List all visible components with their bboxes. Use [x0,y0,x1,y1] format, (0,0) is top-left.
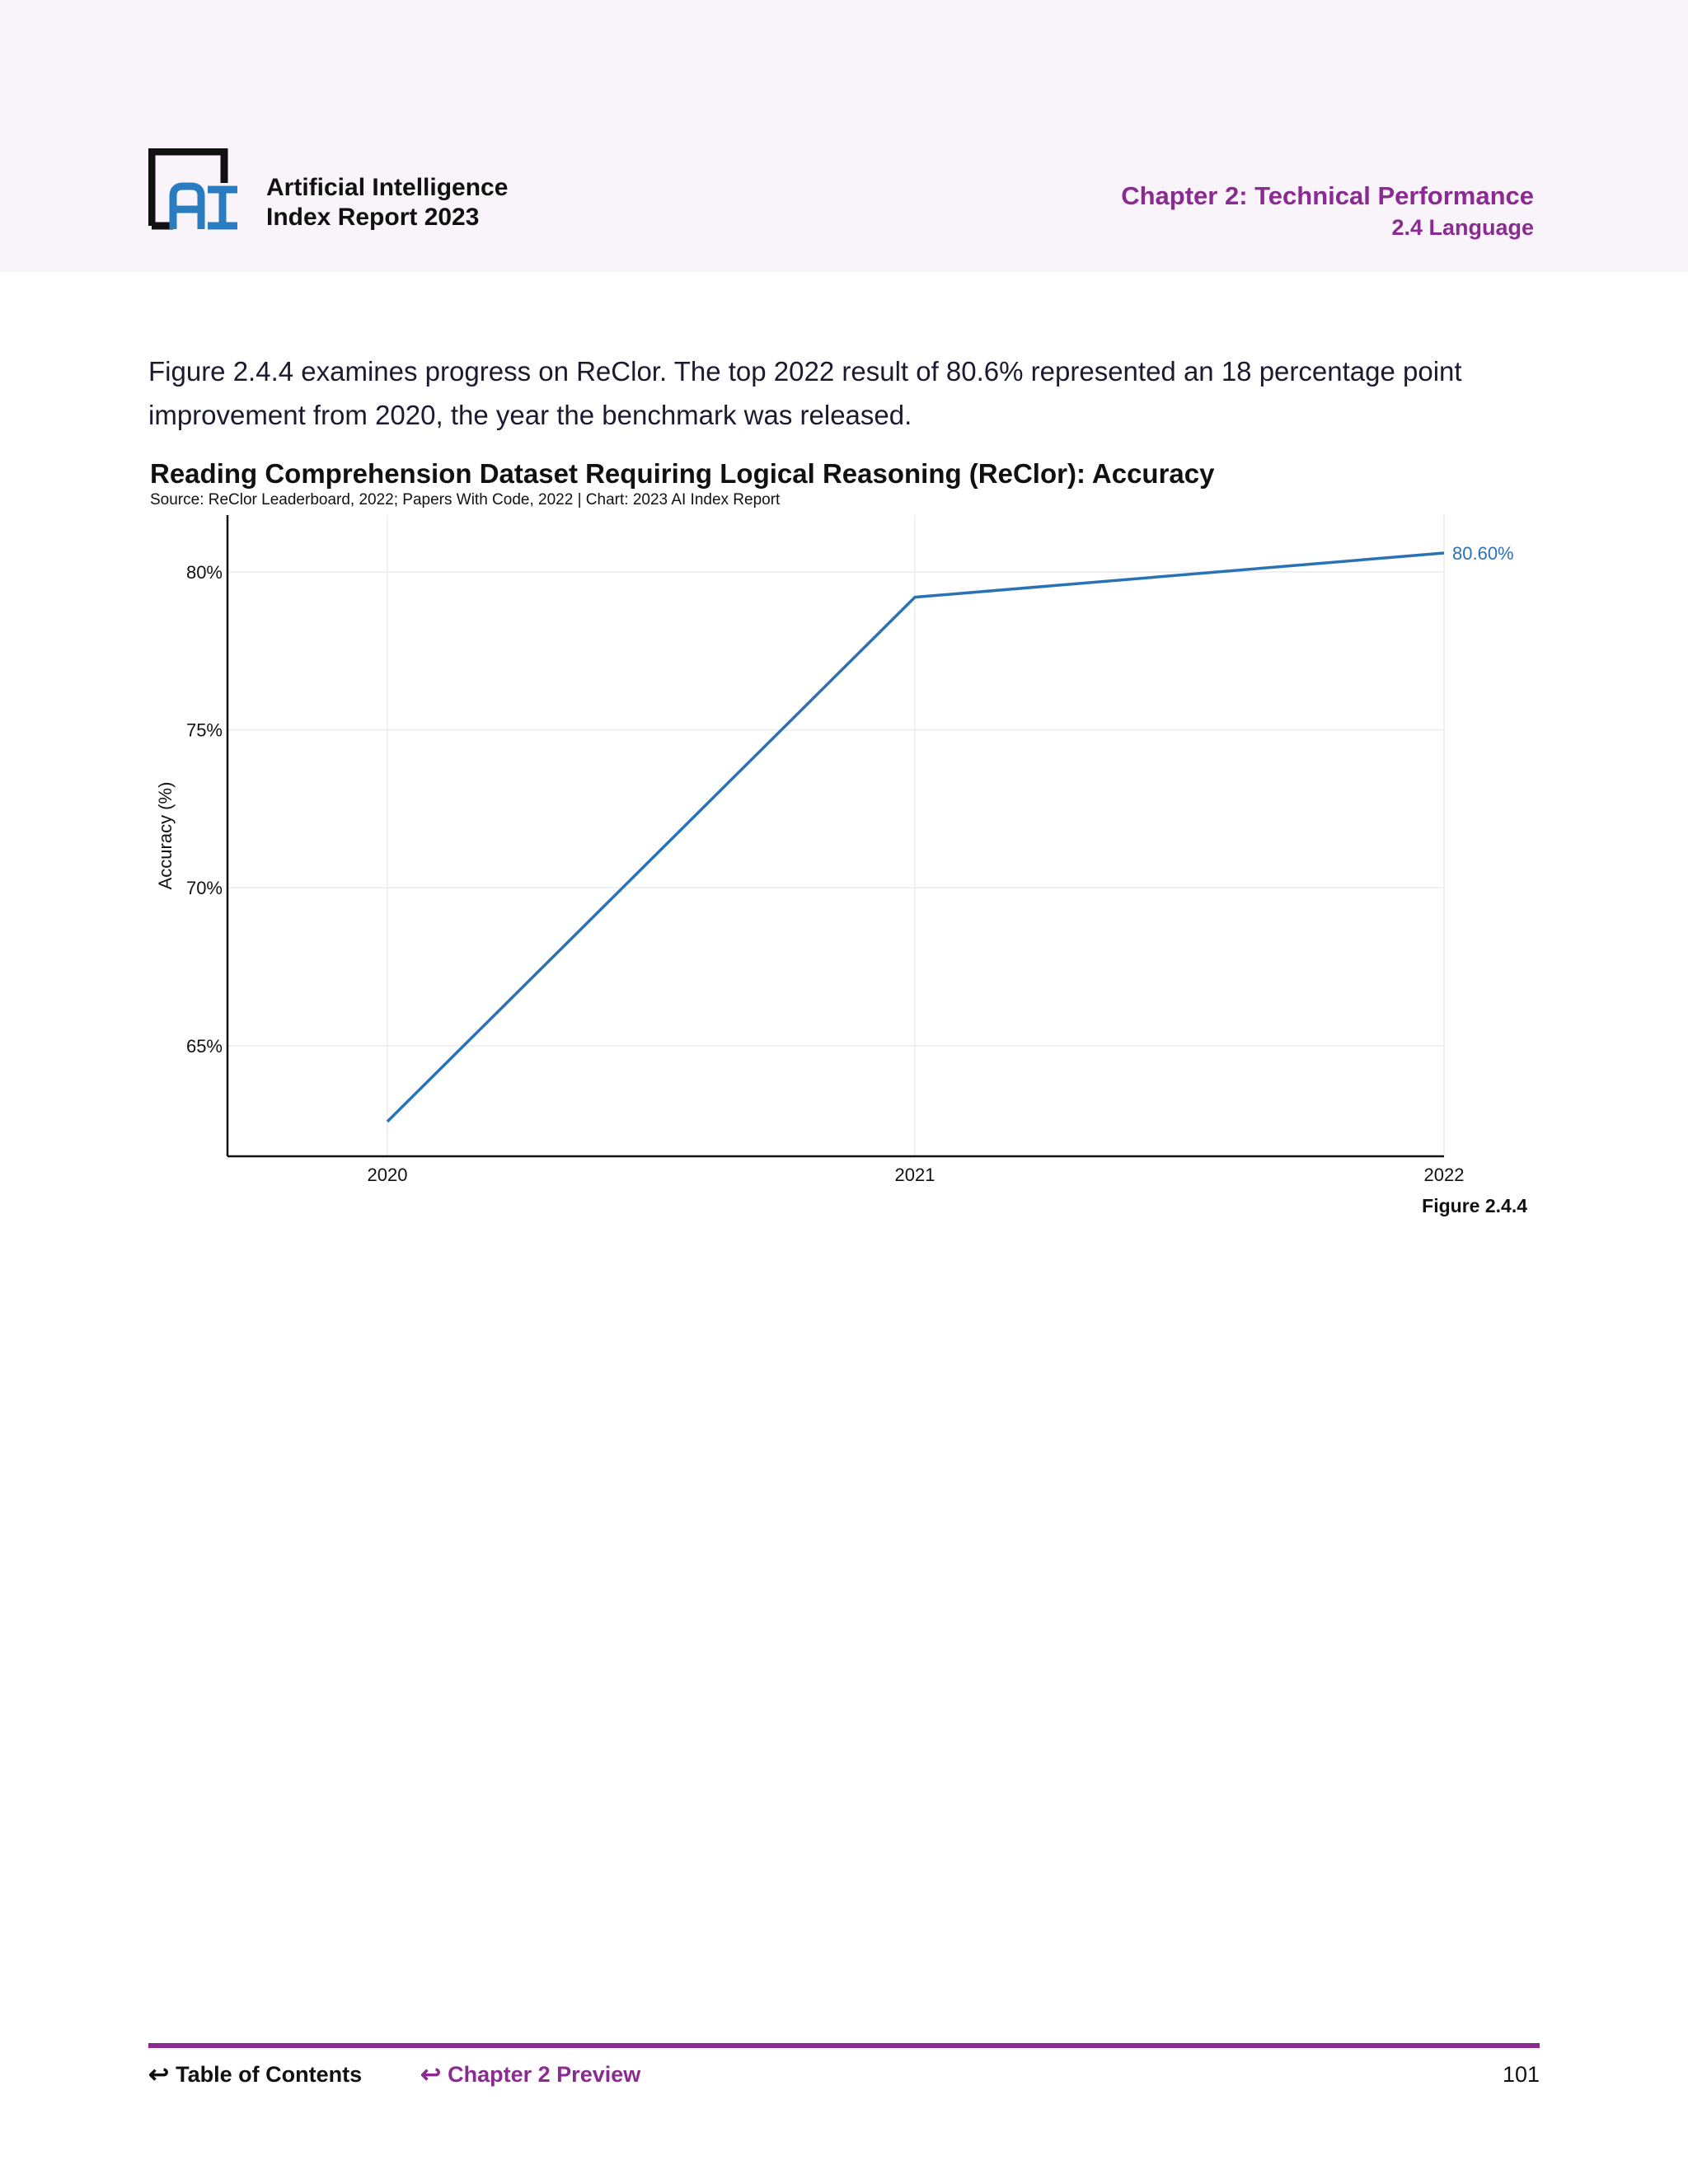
brand-line-2: Index Report 2023 [266,204,480,231]
page-header [0,0,1688,272]
x-tick-label: 2021 [894,1165,935,1185]
ai-index-logo [148,148,239,231]
intro-line-2: improvement from 2020, the year the benchmark was released. [148,400,912,430]
series [387,553,1444,1122]
chart-source: Source: ReClor Leaderboard, 2022; Papers With Code, 2022 | Chart: 2023 AI Index Report [150,491,781,509]
line-chart [0,494,1688,1195]
chapter-title: Chapter 2: Technical Performance [1121,181,1534,210]
intro-line-1: Figure 2.4.4 examines progress on ReClor. The top 2022 result of 80.6% represented an 18 percentage point [148,356,1462,387]
figure-label: Figure 2.4.4 [1422,1195,1527,1216]
x-tick-label: 2022 [1423,1165,1465,1185]
y-tick-label: 75% [185,719,223,741]
return-arrow-icon: ↩ [420,2060,442,2088]
preview-label: Chapter 2 Preview [448,2062,641,2087]
table-of-contents-link[interactable] [148,2062,362,2088]
axes [227,515,1444,1156]
footer-divider [148,2043,1540,2048]
brand-line-1: Artificial Intelligence [266,174,509,201]
y-tick-label: 70% [185,878,223,899]
gridlines [227,515,1444,1156]
report-brand [266,173,508,232]
page-number: 101 [1502,2062,1540,2087]
chart-title: Reading Comprehension Dataset Requiring Logical Reasoning (ReClor): Accuracy [150,458,1215,489]
chapter-heading [1121,180,1534,242]
chapter-section: 2.4 Language [1391,215,1534,240]
intro-paragraph [148,349,1550,437]
y-tick-label: 80% [185,561,223,583]
y-tick-label: 65% [185,1035,223,1057]
chapter-preview-link[interactable] [420,2062,640,2088]
series-line [387,553,1444,1122]
return-arrow-icon: ↩ [148,2060,170,2088]
toc-label: Table of Contents [176,2062,363,2087]
x-tick-label: 2020 [367,1165,408,1185]
end-value-label: 80.60% [1452,542,1514,564]
tick-labels [186,562,1465,1185]
y-axis-label: Accuracy (%) [155,781,176,890]
